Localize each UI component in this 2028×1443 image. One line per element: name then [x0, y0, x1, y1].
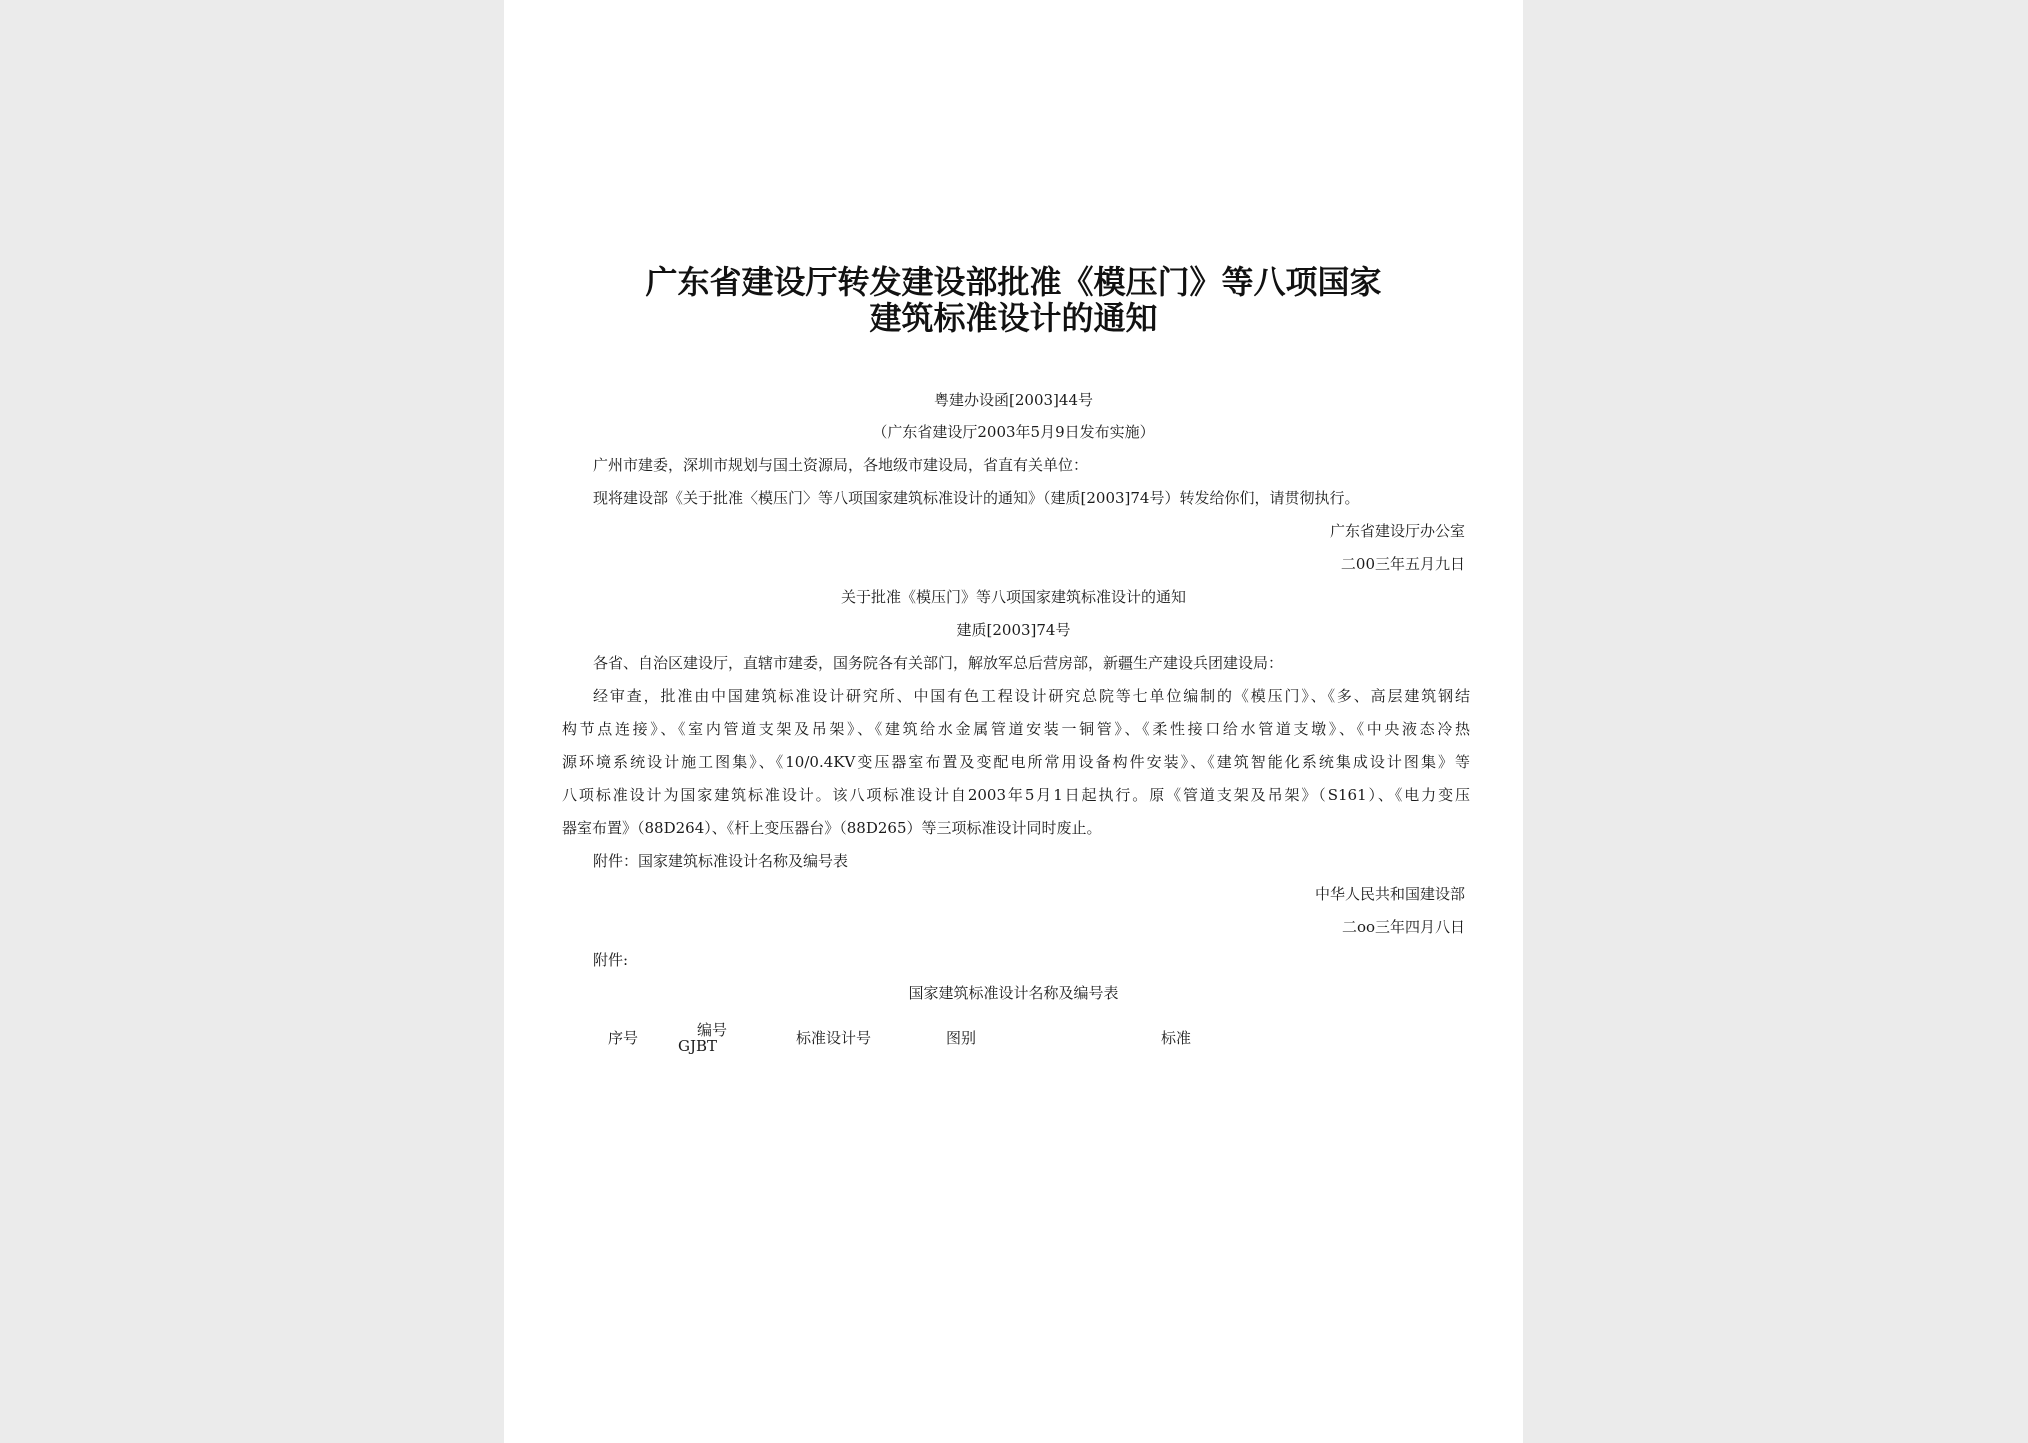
recipients-line: 广州市建委，深圳市规划与国土资源局，各地级市建设局，省直有关单位： [593, 456, 1089, 474]
notice-recipients: 各省、自治区建设厅，直辖市建委，国务院各有关部门，解放军总后营房部，新疆生产建设兵团建设局： [593, 654, 1284, 672]
sender-office: 广东省建设厅办公室 [1329, 522, 1465, 540]
document-page [504, 0, 1523, 1443]
body-line-1: 经审查，批准由中国建筑标准设计研究所、中国有色工程设计研究总院等七单位编制的《模压门》、《多、高层建筑钢结 [593, 687, 1470, 705]
attachment-label: 附件: [593, 951, 629, 969]
body-line-4: 八项标准设计为国家建筑标准设计。该八项标准设计自2003年5月1日起执行。原《管道支架及吊架》（S161）、《电力变压 [562, 786, 1470, 804]
table-header-category: 图别 [946, 1029, 977, 1047]
date-ministry: 二oo三年四月八日 [1341, 918, 1465, 936]
table-header-code-top: 编号 [697, 1021, 728, 1039]
table-header-std-no: 标准设计号 [796, 1029, 872, 1047]
notice-number: 建质[2003]74号 [956, 621, 1071, 639]
notice-title: 关于批准《模压门》等八项国家建筑标准设计的通知 [840, 588, 1186, 606]
body-line-3: 源环境系统设计施工图集》、《10/0.4KV变压器室布置及变配电所常用设备构件安装》、《建筑智能化系统集成设计图集》等 [562, 753, 1470, 771]
table-header-seq: 序号 [608, 1029, 639, 1047]
attachment-reference: 附件：国家建筑标准设计名称及编号表 [593, 852, 849, 870]
table-title: 国家建筑标准设计名称及编号表 [908, 984, 1119, 1002]
table-header-code-bottom: GJBT [678, 1037, 718, 1055]
body-line-2: 构节点连接》、《室内管道支架及吊架》、《建筑给水金属管道安装一铜管》、《柔性接口给水管道支墩》、《中央液态冷热 [562, 720, 1470, 738]
document-title-line-2: 建筑标准设计的通知 [869, 299, 1158, 337]
table-header-standard: 标准 [1161, 1029, 1192, 1047]
body-line-5: 器室布置》（88D264）、《杆上变压器台》（88D265）等三项标准设计同时废止。 [562, 819, 1102, 837]
sender-ministry: 中华人民共和国建设部 [1314, 885, 1465, 903]
forward-text: 现将建设部《关于批准〈模压门〉等八项国家建筑标准设计的通知》（建质[2003]74号）转发给你们，请贯彻执行。 [593, 489, 1360, 507]
issue-note: （广东省建设厅2003年5月9日发布实施） [872, 423, 1155, 441]
date-office: 二00三年五月九日 [1340, 555, 1465, 573]
document-title-line-1: 广东省建设厅转发建设部批准《模压门》等八项国家 [645, 263, 1382, 301]
document-number: 粤建办设函[2003]44号 [934, 391, 1093, 409]
